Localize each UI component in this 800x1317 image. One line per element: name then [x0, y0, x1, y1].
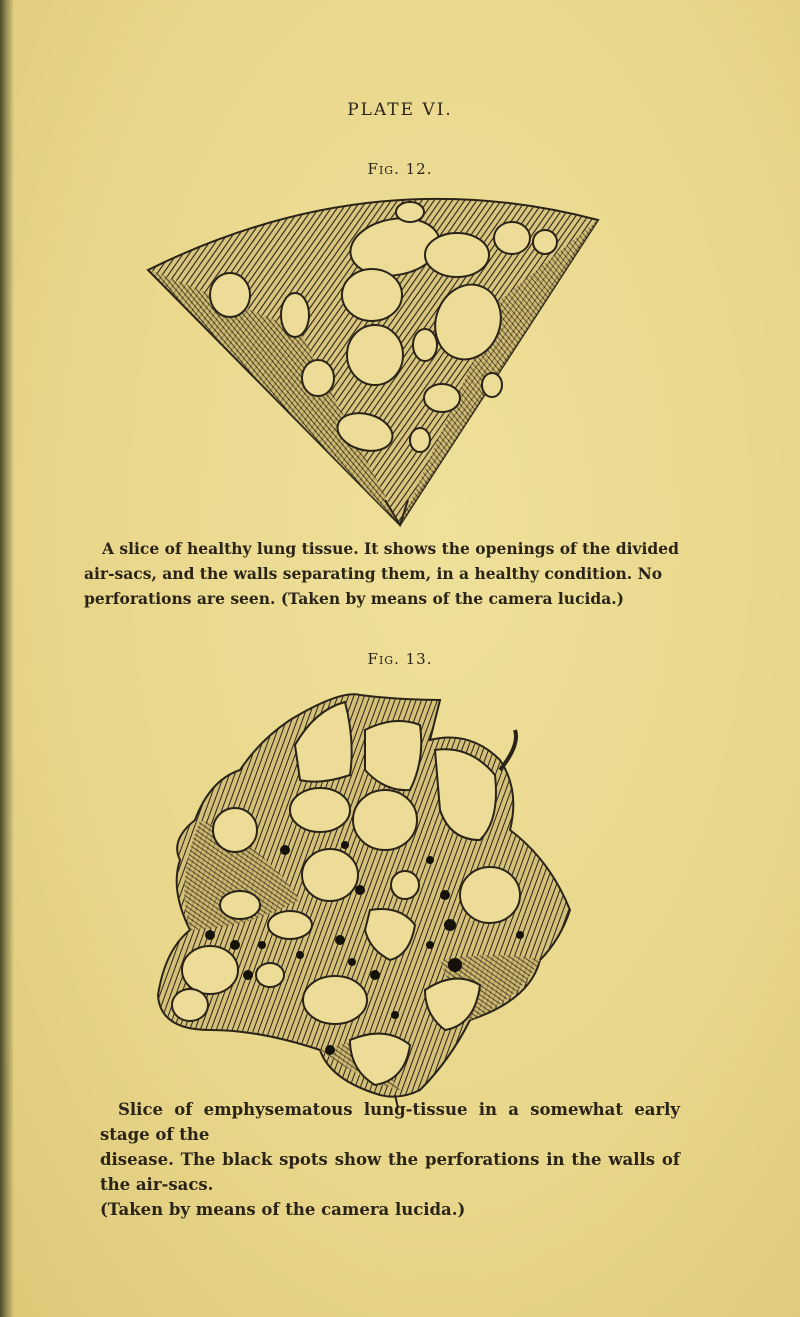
fig12-air-sac — [410, 428, 430, 452]
fig13-tissue-strand — [500, 730, 516, 770]
fig13-perforation-spot — [243, 970, 253, 980]
fig13-perforation-spot — [258, 941, 266, 949]
fig12-air-sac — [425, 233, 489, 277]
figure-12-illustration — [0, 190, 800, 530]
fig13-perforation-spot — [391, 1011, 399, 1019]
fig12-air-sac — [424, 384, 460, 412]
fig13-perforation-spot — [335, 935, 345, 945]
fig13-perforation-spot — [355, 885, 365, 895]
fig12-air-sac — [302, 360, 334, 396]
fig12-air-sac — [281, 293, 309, 337]
fig13-perforation-spot — [230, 940, 240, 950]
fig13-perforation-spot — [205, 930, 215, 940]
fig13-perforation-spot — [516, 931, 524, 939]
fig13-air-sac — [303, 976, 367, 1024]
fig13-perforation-spot — [341, 841, 349, 849]
fig12-air-sac — [210, 273, 250, 317]
fig13-perforation-spot — [280, 845, 290, 855]
fig12-air-sac — [482, 373, 502, 397]
fig12-air-sac — [413, 329, 437, 361]
fig13-air-sac — [290, 788, 350, 832]
fig12-air-sac — [396, 202, 424, 222]
fig12-air-sac — [494, 222, 530, 254]
fig13-air-sac — [302, 849, 358, 901]
figure-13-illustration — [0, 680, 800, 1110]
caption-line: A slice of healthy lung tissue. It shows the openings of the divided — [102, 539, 679, 558]
figure-13-label: Fig. 13. — [367, 650, 433, 668]
fig13-air-sac — [268, 911, 312, 939]
caption-line: air-sacs, and the walls separating them, in a healthy condition. No — [84, 564, 663, 583]
fig13-air-sac — [391, 871, 419, 899]
caption-line: perforations are seen. (Taken by means of the camera lucida.) — [84, 589, 625, 608]
plate-title: PLATE VI. — [347, 100, 453, 120]
fig13-perforation-spot — [444, 919, 456, 931]
fig13-perforation-spot — [348, 958, 356, 966]
fig13-perforation-spot — [426, 856, 434, 864]
fig13-air-sac — [172, 989, 208, 1021]
figure-13-caption — [100, 1097, 680, 1222]
fig13-air-sac — [213, 808, 257, 852]
caption-line: (Taken by means of the camera lucida.) — [100, 1200, 466, 1219]
caption-line: Slice of emphysematous lung-tissue in a somewhat early stage of the — [100, 1100, 680, 1144]
fig13-air-sac — [182, 946, 238, 994]
fig13-air-sac — [353, 790, 417, 850]
fig13-perforation-spot — [370, 970, 380, 980]
fig12-air-sac — [347, 325, 403, 385]
fig13-air-sac — [256, 963, 284, 987]
fig13-perforation-spot — [296, 951, 304, 959]
caption-line: disease. The black spots show the perforations in the walls of the air-sacs. — [100, 1150, 680, 1194]
fig13-air-sac — [460, 867, 520, 923]
fig13-air-sac — [220, 891, 260, 919]
fig12-air-sac — [533, 230, 557, 254]
figure-12-caption — [84, 536, 694, 611]
fig13-perforation-spot — [440, 890, 450, 900]
fig12-air-sac — [342, 269, 402, 321]
fig13-perforation-spot — [325, 1045, 335, 1055]
fig13-perforation-spot — [426, 941, 434, 949]
fig13-perforation-spot — [448, 958, 462, 972]
figure-12-label: Fig. 12. — [367, 160, 433, 178]
